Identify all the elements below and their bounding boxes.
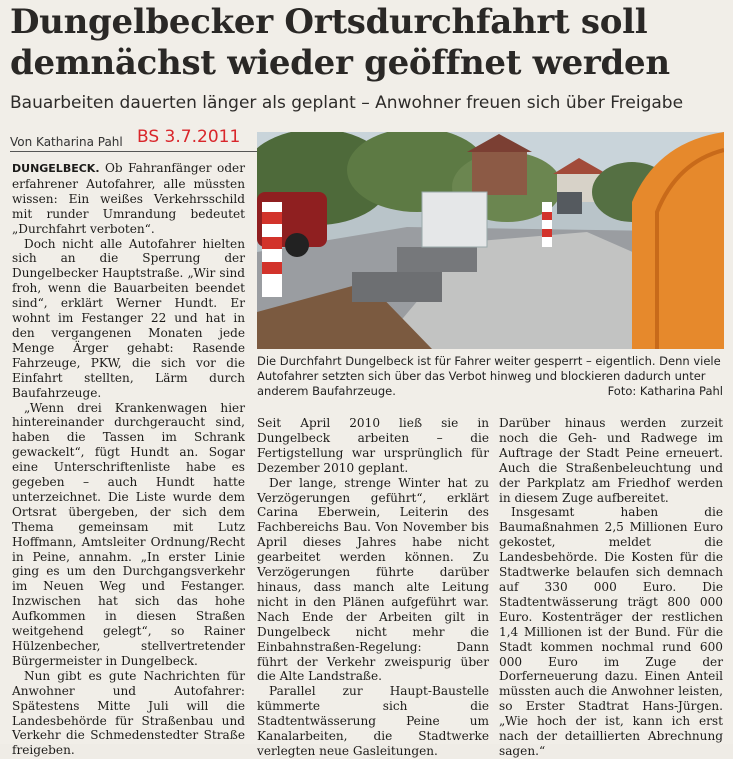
- paragraph: „Wenn drei Krankenwagen hier hintereinander durchgeraucht sind, haben die Tassen im Schrank gewackelt“, fügt Hundt an. Sogar eine Unterschriftenliste habe es gegeben – auch Hundt hatte unterzeichnet. Die Liste wurde dem Ortsrat übergeben, der sich dem Thema gemeinsam mit Lutz Hoffmann, Amtsleiter Ordnung/Recht in Peine, annahm. „In erster Linie ging es um den Durchgangsverkehr im Neuen Weg und Festanger. Inzwischen hat sich das hohe Aufkommen in diesen Straßen weitgehend gelegt“, so Rainer Hülzenbecher, stellvertretender Bürgermeister in Dungelbeck.: [12, 400, 245, 668]
- photo-credit: Foto: Katharina Pahl: [607, 384, 723, 398]
- byline: Von Katharina Pahl: [10, 135, 123, 149]
- photo-illustration: [257, 132, 724, 349]
- paragraph: Doch nicht alle Autofahrer hielten sich an die Sperrung der Dungelbecker Hauptstraße. „Wir sind froh, wenn die Bauarbeiten beendet sind“, erklärt Werner Hundt. Er wohnt im Festanger 22 und hat in den vergangenen Monaten jede Menge Ärger gehabt: Rasende Fahrzeuge, PKW, die sich vor die Einfahrt stellten, Lärm durch Baufahrzeuge.: [12, 236, 245, 400]
- photo-caption: Die Durchfahrt Dungelbeck ist für Fahrer weiter gesperrt – eigentlich. Denn viele Autofahrer setzten sich über das Verbot hinweg und blockieren dadurch unter anderem Baufahrzeuge.: [257, 354, 721, 398]
- paragraph-text: Ob Fahranfänger oder erfahrener Autofahrer, alle müssten wissen: Ein weißes Verkehrsschild mit runder Umrandung bedeutet „Durchfahrt verboten“.: [12, 161, 245, 236]
- subheadline: Bauarbeiten dauerten länger als geplant – Anwohner freuen sich über Freigabe: [10, 93, 684, 113]
- paragraph: Der lange, strenge Winter hat zu Verzögerungen geführt“, erklärt Carina Eberwein, Leiterin des Fachbereichs Bau. Von November bis April dieses Jahres habe nicht gearbeitet werden können. Zu Verzögerungen führte darüber hinaus, dass manch alte Leitung nicht in den Plänen aufgeführt war. Nach Ende der Arbeiten gilt in Dungelbeck nicht mehr die Einbahnstraßen-Regelung: Dann führt der Verkehr zweispurig über die Alte Landstraße.: [257, 475, 489, 684]
- headline-line-1: Dungelbecker Ortsdurchfahrt soll: [10, 2, 648, 42]
- dateline: DUNGELBECK.: [12, 162, 100, 175]
- paragraph: Seit April 2010 ließ sie in Dungelbeck arbeiten – die Fertigstellung war ursprünglich für Dezember 2010 geplant.: [257, 416, 489, 475]
- construction-photo: [257, 132, 724, 349]
- text-column-2: [257, 416, 489, 759]
- byline-rule: [10, 151, 258, 152]
- headline-line-2: demnächst wieder geöffnet werden: [10, 43, 670, 83]
- text-column-3: [499, 416, 723, 759]
- paragraph: Insgesamt haben die Baumaßnahmen 2,5 Millionen Euro gekostet, meldet die Landesbehörde. Die Kosten für die Stadtwerke belaufen sich demnach auf 330 000 Euro. Die Stadtentwässerung trägt 800 000 Euro. Kostenträger der restlichen 1,4 Millionen ist der Bund. Für die Stadt kommen nochmal rund 600 000 Euro im Zuge der Dorferneuerung dazu. Einen Anteil müssten auch die Anwohner leisten, so Erster Stadtrat Hans-Jürgen. „Wie hoch der ist, kann ich erst nach der detaillierten Abrechnung sagen.“: [499, 505, 723, 758]
- text-column-1: [12, 161, 245, 758]
- paragraph: [12, 161, 245, 237]
- paragraph: Nun gibt es gute Nachrichten für Anwohner und Autofahrer: Spätestens Mitte Juli will die Landesbehörde für Straßenbau und Verkehr die Schmedenstedter Straße freigeben.: [12, 668, 245, 758]
- date-stamp: BS 3.7.2011: [137, 127, 241, 147]
- paragraph: Parallel zur Haupt-Baustelle kümmerte sich die Stadtentwässerung Peine um Kanalarbeiten, die Stadtwerke verlegten neue Gasleitungen.: [257, 684, 489, 758]
- paragraph: Darüber hinaus werden zurzeit noch die Geh- und Radwege im Auftrage der Stadt Peine erneuert. Auch die Straßenbeleuchtung und der Parkplatz am Friedhof werden in diesem Zuge aufbereitet.: [499, 416, 723, 505]
